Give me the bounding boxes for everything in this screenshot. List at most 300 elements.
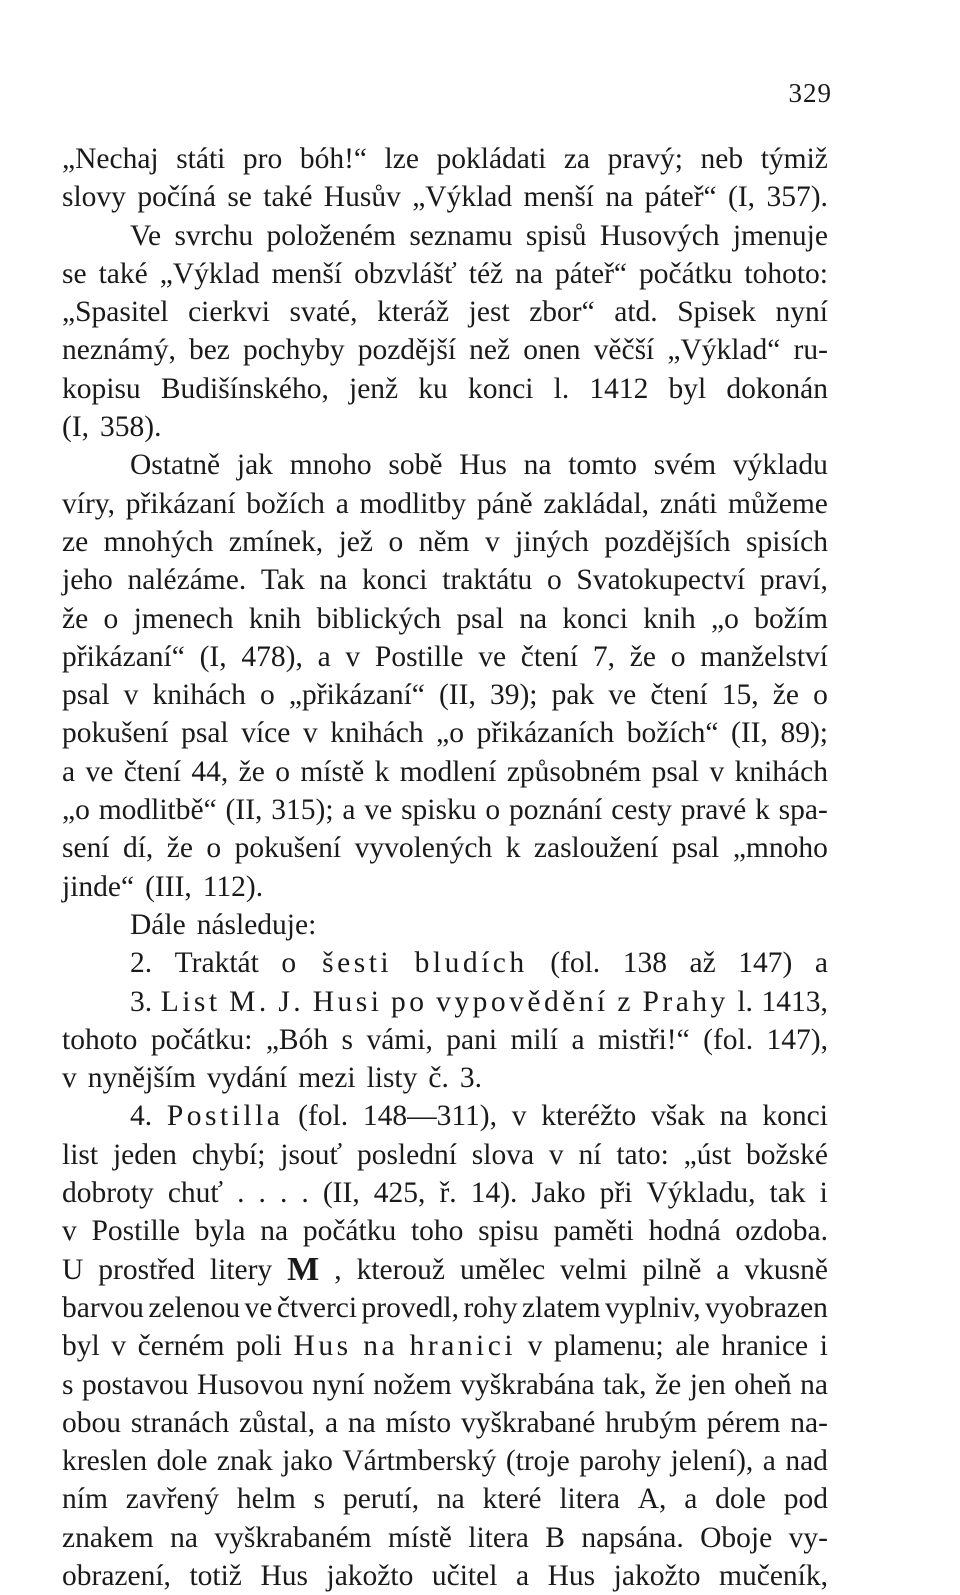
word: Svatokupectví [576, 564, 746, 597]
text-line [62, 714, 828, 752]
word: litery [209, 1253, 273, 1286]
word: zmínek, [228, 525, 324, 558]
text-line [62, 1557, 828, 1595]
word: o [485, 794, 501, 827]
word: hrubým [605, 1406, 697, 1439]
text-line [62, 408, 828, 446]
word: „o [62, 794, 90, 827]
word: Traktát [174, 947, 259, 980]
word: 3. [459, 1062, 482, 1095]
text-line [62, 1251, 828, 1289]
word: státi [176, 143, 226, 175]
word: cierkvi [188, 296, 270, 329]
word: spisů [525, 219, 587, 252]
text-line [62, 1174, 828, 1212]
word: 14). [470, 1177, 518, 1210]
word: perutí, [342, 1483, 420, 1516]
word: oheň [734, 1368, 792, 1401]
word: něm [418, 525, 470, 558]
word: List [160, 985, 221, 1018]
word: jinde“ [62, 870, 135, 903]
word: vkusně [744, 1253, 828, 1286]
word: litera [559, 1483, 620, 1516]
word: páteř“ [644, 181, 717, 214]
word: vy- [788, 1521, 828, 1554]
word: svaté, [289, 296, 358, 329]
word: o [103, 602, 119, 635]
word: . [301, 1177, 309, 1210]
word: spisku [401, 794, 477, 827]
word: znáti [659, 487, 718, 520]
word: že [238, 755, 265, 788]
word: o [388, 525, 404, 558]
word: knihách [734, 755, 828, 788]
word: knih [248, 602, 302, 635]
text-line [62, 944, 828, 982]
word: o [546, 564, 562, 597]
word: v [548, 1138, 564, 1171]
word: k [755, 794, 770, 827]
text-line [62, 331, 828, 369]
word: více [241, 717, 291, 750]
word: a [317, 640, 331, 673]
word: spa- [778, 794, 828, 827]
word: 39); [489, 679, 538, 712]
word: Postilla [166, 1100, 284, 1133]
word: zavřený [125, 1483, 220, 1516]
word: 148—311), [362, 1100, 497, 1133]
word: pérem [706, 1406, 781, 1439]
text-line [62, 753, 828, 791]
word: Hus [260, 1559, 308, 1592]
page-number: 329 [788, 78, 832, 108]
word: po [391, 985, 428, 1018]
word: (troje [505, 1445, 570, 1478]
word: „o [711, 602, 739, 635]
word: božích [246, 487, 325, 520]
word: „přikázaní“ [288, 679, 425, 712]
word: na [519, 602, 548, 635]
word: pilně [642, 1253, 702, 1286]
word: přikázaních [476, 717, 615, 750]
word: chybí; [191, 1138, 266, 1171]
word: parohy [579, 1445, 662, 1478]
word: jeho [62, 564, 113, 597]
word: (fol. [298, 1100, 349, 1133]
word: tak, [603, 1368, 647, 1401]
word: k [505, 832, 521, 865]
word: traktátu [442, 564, 533, 597]
word: jenž [349, 372, 399, 405]
word: na [347, 1406, 376, 1439]
text-line [62, 293, 828, 331]
word: v [111, 1330, 127, 1363]
word: za [563, 143, 591, 175]
text-line [62, 446, 828, 484]
word: psal [671, 832, 720, 865]
word: byl [668, 372, 707, 405]
word: atd. [614, 296, 658, 329]
word: modlení [399, 755, 497, 788]
word: jež [338, 525, 373, 558]
word: a [324, 1406, 339, 1439]
word: ve [364, 794, 393, 827]
word: 3. [130, 985, 153, 1018]
word: neznámý, [62, 334, 176, 367]
word: „úst [683, 1138, 732, 1171]
word: nyní [775, 296, 828, 329]
word: knih [643, 602, 696, 635]
word: slovy [62, 181, 126, 214]
word: o [813, 679, 828, 712]
word: položeném [266, 219, 396, 252]
word: počátku [639, 257, 733, 290]
word: modlitbě“ [98, 794, 217, 827]
word: v [302, 717, 318, 750]
word: pochyby [243, 334, 345, 367]
word: znak [216, 1445, 273, 1478]
word: na [170, 1521, 198, 1554]
text-line [62, 1404, 828, 1442]
word: zelenou [148, 1291, 241, 1324]
word: provedl, [361, 1291, 459, 1324]
word: z [617, 985, 634, 1018]
text-line [62, 370, 828, 408]
text-line [62, 1212, 828, 1250]
word: páteř“ [554, 257, 628, 290]
word: . [258, 1177, 266, 1210]
word: zbor“ [529, 296, 595, 329]
word: šesti [322, 947, 393, 980]
word: vámi, [366, 1023, 433, 1056]
word: obrazení, [62, 1559, 171, 1592]
word: ve [608, 679, 637, 712]
word: konci [562, 602, 628, 635]
word: (II, [731, 717, 768, 750]
word: zakládal, [543, 487, 650, 520]
word: knihách [330, 717, 424, 750]
word: na [515, 257, 543, 290]
word: hranice [721, 1330, 809, 1363]
word: pravý; [607, 143, 683, 175]
word: Dále [130, 908, 186, 941]
word: že [655, 1368, 682, 1401]
word: čtení [520, 640, 579, 673]
word: také [98, 257, 148, 290]
word: Tak [260, 564, 305, 597]
word: bludích [414, 947, 528, 980]
text-line [62, 1366, 828, 1404]
word: Husových [599, 219, 720, 252]
word: na [260, 1215, 289, 1248]
word: kteráž [377, 296, 450, 329]
word: „Výklad“ [667, 334, 781, 367]
word: víry, [62, 487, 115, 520]
word: na [719, 1100, 748, 1133]
text-line [62, 1289, 828, 1327]
word: byla [194, 1215, 246, 1248]
word: onen [523, 334, 581, 367]
word: (II, [438, 679, 476, 712]
word: manželství [700, 640, 828, 673]
word: dokonán [726, 372, 828, 405]
text-line [62, 1480, 828, 1518]
word: kterouž [356, 1253, 446, 1286]
word: a [62, 755, 76, 788]
word: menší [523, 181, 594, 214]
word: počátku: [150, 1023, 253, 1056]
word: na [605, 181, 634, 214]
word: prostřed [98, 1253, 195, 1286]
word: na- [790, 1406, 828, 1439]
word: Hus [459, 449, 507, 482]
word: že [62, 602, 89, 635]
word: helm [236, 1483, 296, 1516]
word: Budišínského, [160, 372, 329, 405]
word: vyškrabané [460, 1406, 596, 1439]
word: při [599, 1177, 633, 1210]
word: vyškrabaném [214, 1521, 372, 1554]
word: ním [62, 1483, 108, 1516]
word: „o [436, 717, 464, 750]
word: B [545, 1521, 565, 1554]
word: přikázaní“ [62, 640, 185, 673]
word: můžeme [727, 487, 828, 520]
word: mistři!“ [597, 1023, 690, 1056]
word: l. [553, 372, 570, 405]
word: paměti [553, 1215, 634, 1248]
word: Husi [312, 985, 383, 1018]
word: o [281, 947, 300, 980]
word: jmenech [133, 602, 234, 635]
text-line [62, 1442, 828, 1480]
word: způsobném [506, 755, 642, 788]
word: „Nechaj [62, 143, 159, 175]
word: božím [754, 602, 828, 635]
word: počátku [302, 1215, 397, 1248]
word: ze [62, 525, 89, 558]
word: jak [236, 449, 273, 482]
text-line [62, 638, 828, 676]
word: bez [188, 334, 230, 367]
word: které [482, 1483, 542, 1516]
word: též [468, 257, 504, 290]
word: v [123, 679, 139, 712]
word: cesty [611, 794, 672, 827]
word: i [819, 1330, 828, 1363]
word: dole [156, 1445, 208, 1478]
word: lze [384, 143, 419, 175]
word: znakem [62, 1521, 154, 1554]
word: i [819, 1177, 828, 1210]
word: praví, [759, 564, 828, 597]
word: čtení [650, 679, 708, 712]
word: (I, [62, 411, 90, 444]
text-line [62, 523, 828, 561]
word: božích“ [626, 717, 719, 750]
word: hranici [409, 1330, 517, 1363]
word: konci [361, 564, 428, 597]
word: pod [783, 1483, 828, 1516]
text-line [62, 1021, 828, 1059]
word: a [515, 1559, 530, 1592]
text-line [62, 600, 828, 638]
word: svrchu [174, 219, 254, 252]
word: „Výklad [159, 257, 260, 290]
word: milí [510, 1023, 559, 1056]
word: kopisu [62, 372, 141, 405]
word: menší [271, 257, 343, 290]
word: zlatem [521, 1291, 601, 1324]
word: totiž [189, 1559, 242, 1592]
text-line [62, 255, 828, 293]
word: jmenuje [732, 219, 828, 252]
word: výkladu [732, 449, 828, 482]
word: vyškrabána [460, 1368, 595, 1401]
word: s [62, 1368, 74, 1401]
word: vyobrazen [705, 1291, 828, 1324]
word: až [689, 947, 716, 980]
word: rohy [463, 1291, 518, 1324]
word: nynějším [87, 1062, 196, 1095]
word: Prahy [642, 985, 729, 1018]
word: obzvlášť [354, 257, 457, 290]
word: 4. [130, 1100, 153, 1133]
word: stranách [130, 1406, 230, 1439]
word: psal [181, 717, 229, 750]
word: neb [700, 143, 744, 175]
word: „Spasitel [62, 296, 169, 329]
word: 15, [721, 679, 759, 712]
word: Hus [293, 1330, 352, 1363]
word: konci [467, 372, 534, 405]
word: spisích [746, 525, 828, 558]
text-line [62, 906, 828, 944]
word: umělec [460, 1253, 546, 1286]
word: vyvolených [354, 832, 493, 865]
word: poli [236, 1330, 282, 1363]
word: o [206, 832, 222, 865]
word: tato: [616, 1138, 669, 1171]
word: vypovědění [436, 985, 609, 1018]
text-line [62, 1059, 828, 1097]
text-line [62, 561, 828, 599]
word: toho [410, 1215, 464, 1248]
word: 147), [766, 1023, 828, 1056]
text-line [62, 485, 828, 523]
word: pro [242, 143, 283, 175]
word: místě [300, 755, 365, 788]
word: 138 [622, 947, 667, 980]
word: jeden [112, 1138, 177, 1171]
text-line [62, 178, 828, 216]
word: také [263, 181, 313, 214]
word: páně [476, 487, 533, 520]
text-line [62, 829, 828, 867]
word: A, [637, 1483, 667, 1516]
word: a [571, 1023, 585, 1056]
word: knihách [152, 679, 246, 712]
text-line [62, 140, 828, 178]
word: mnoho [289, 449, 372, 482]
word: postavou [82, 1368, 189, 1401]
word: spisu [478, 1215, 539, 1248]
word: hodná [648, 1215, 721, 1248]
word: s [313, 1483, 326, 1516]
word: ale [675, 1330, 710, 1363]
word: ní [578, 1138, 602, 1171]
word: Jako [531, 1177, 586, 1210]
word: sobě [388, 449, 443, 482]
word: o [275, 755, 290, 788]
word: o [670, 640, 686, 673]
word: M. [229, 985, 270, 1018]
text-line [62, 1136, 828, 1174]
word: zůstal, [238, 1406, 316, 1439]
word: ve [244, 1291, 273, 1324]
word: následuje: [196, 908, 317, 941]
word: v [511, 1100, 527, 1133]
word: na [363, 1330, 399, 1363]
word: M [287, 1250, 320, 1288]
word: počíná [137, 181, 216, 214]
word: na [436, 1483, 465, 1516]
word: 425, [373, 1177, 426, 1210]
word: psal [62, 679, 110, 712]
word: Postille [374, 640, 464, 673]
word: Husův [323, 181, 401, 214]
word: (III, [145, 870, 192, 903]
word: 358). [100, 411, 162, 444]
word: seznamu [409, 219, 513, 252]
word: litera [468, 1521, 529, 1554]
word: ru- [793, 334, 828, 367]
word: k [374, 755, 390, 788]
word: listy [366, 1062, 418, 1095]
word: věčší [593, 334, 655, 367]
word: v [527, 1330, 543, 1363]
word: pani [446, 1023, 498, 1056]
word: mučeník, [719, 1559, 828, 1592]
word: a [684, 1483, 698, 1516]
word: místo [385, 1406, 452, 1439]
word: 147) [738, 947, 793, 980]
word: na [319, 564, 348, 597]
word: Ve [130, 219, 162, 252]
word: než [469, 334, 511, 367]
word: slova [471, 1138, 535, 1171]
word: modlitby [359, 487, 467, 520]
word: Postille [91, 1215, 180, 1248]
word: 357). [766, 181, 828, 214]
word: dobroty [62, 1177, 154, 1210]
word: v [484, 525, 500, 558]
text-line [62, 1519, 828, 1557]
word: „mnoho [732, 832, 828, 865]
word: pak [551, 679, 595, 712]
word: mezi [298, 1062, 356, 1095]
word: kreslen [62, 1445, 148, 1478]
word: 1413, [761, 985, 828, 1018]
word: 112). [202, 870, 264, 903]
word: velmi [560, 1253, 628, 1286]
text-line [62, 868, 828, 906]
word: pozdější [357, 334, 457, 367]
word: a [762, 1445, 776, 1478]
word: černém [137, 1330, 225, 1363]
word: obou [62, 1406, 121, 1439]
text-line [62, 983, 828, 1021]
